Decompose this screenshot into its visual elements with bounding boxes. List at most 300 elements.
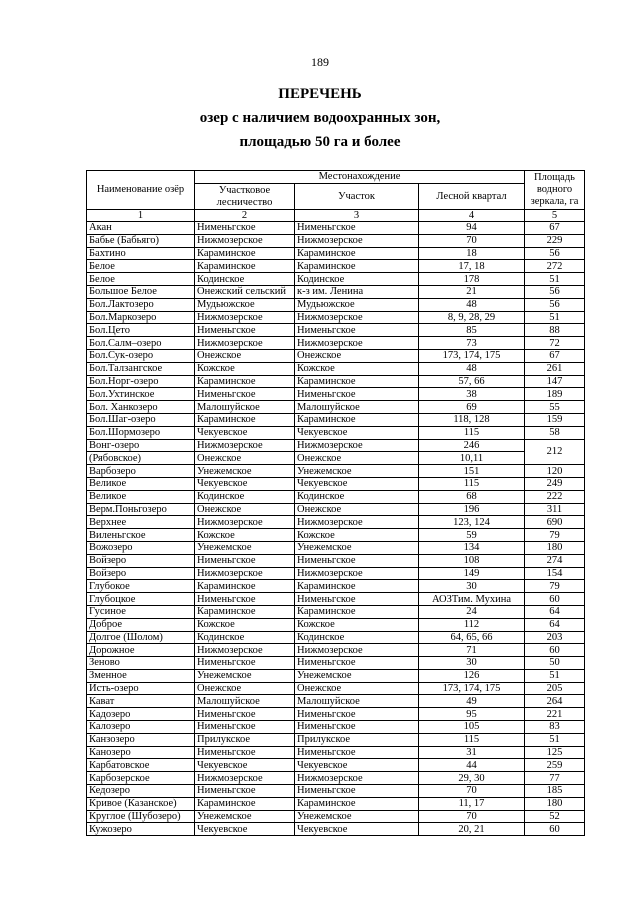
site-cell: Нижмозерское (295, 772, 419, 785)
area-cell: 51 (525, 669, 585, 682)
forestry-cell: Кодинское (195, 631, 295, 644)
lake-name-cell: Кедозеро (87, 785, 195, 798)
site-cell: Чекуевское (295, 759, 419, 772)
area-cell: 311 (525, 503, 585, 516)
lake-name-cell: Большое Белое (87, 285, 195, 298)
forestry-cell: Нименьгское (195, 554, 295, 567)
table-row (87, 785, 585, 798)
site-cell: Онежское (295, 349, 419, 362)
site-cell: Нименьгское (295, 708, 419, 721)
lake-name-cell: Белое (87, 260, 195, 273)
area-cell: 229 (525, 234, 585, 247)
forestry-cell: Чекуевское (195, 477, 295, 490)
site-cell: Караминское (295, 580, 419, 593)
site-cell: Прилукское (295, 733, 419, 746)
site-cell: Онежское (295, 452, 419, 465)
quarter-cell: 18 (419, 247, 525, 260)
site-cell: Мудьюжское (295, 298, 419, 311)
forestry-cell: Нименьгское (195, 721, 295, 734)
area-cell: 272 (525, 260, 585, 273)
lakes-table (86, 170, 585, 836)
area-cell: 264 (525, 695, 585, 708)
lake-name-cell: Дорожное (87, 644, 195, 657)
quarter-cell: 115 (419, 426, 525, 439)
area-cell: 690 (525, 516, 585, 529)
lake-name-cell: Глубокое (87, 580, 195, 593)
quarter-cell: 196 (419, 503, 525, 516)
table-row (87, 759, 585, 772)
quarter-cell: 85 (419, 324, 525, 337)
lake-name-cell: Зеново (87, 657, 195, 670)
table-row (87, 337, 585, 350)
quarter-cell: 69 (419, 401, 525, 414)
lake-name-cell: Бол.Сук-озеро (87, 349, 195, 362)
column-number: 3 (295, 210, 419, 222)
area-cell: 64 (525, 605, 585, 618)
site-cell: Кодинское (295, 631, 419, 644)
table-body-part1 (87, 222, 585, 440)
area-cell: 261 (525, 362, 585, 375)
site-cell: Нименьгское (295, 593, 419, 606)
quarter-cell: 115 (419, 477, 525, 490)
document-subtitle-line2: площадью 50 га и более (239, 134, 401, 150)
lake-name-cell: Калозеро (87, 721, 195, 734)
site-cell: Нименьгское (295, 746, 419, 759)
table-row (87, 375, 585, 388)
quarter-cell: 94 (419, 222, 525, 235)
table-row (87, 618, 585, 631)
area-cell: 120 (525, 465, 585, 478)
forestry-cell: Нижмозерское (195, 644, 295, 657)
lake-name-cell: Вожозеро (87, 541, 195, 554)
forestry-cell: Нижмозерское (195, 772, 295, 785)
quarter-cell: 134 (419, 541, 525, 554)
lake-name-cell: Карбатовское (87, 759, 195, 772)
area-cell: 222 (525, 490, 585, 503)
table-body-part2 (87, 465, 585, 836)
site-cell: Нижмозерское (295, 337, 419, 350)
quarter-cell: 70 (419, 785, 525, 798)
page-number: 189 (311, 55, 329, 69)
table-row (87, 567, 585, 580)
forestry-cell: Прилукское (195, 733, 295, 746)
quarter-cell: 57, 66 (419, 375, 525, 388)
forestry-cell: Кожское (195, 529, 295, 542)
forestry-cell: Онежское (195, 503, 295, 516)
lake-name-cell: Верхнее (87, 516, 195, 529)
area-cell: 125 (525, 746, 585, 759)
site-cell: Кожское (295, 362, 419, 375)
table-row (87, 823, 585, 836)
area-cell: 60 (525, 644, 585, 657)
header-area: Площадь водного зеркала, га (525, 171, 585, 210)
quarter-cell: 115 (419, 733, 525, 746)
area-cell: 274 (525, 554, 585, 567)
table-row (87, 554, 585, 567)
site-cell: Кожское (295, 618, 419, 631)
forestry-cell: Нименьгское (195, 593, 295, 606)
lake-name-cell: Зменное (87, 669, 195, 682)
area-cell: 56 (525, 285, 585, 298)
table-row (87, 285, 585, 298)
site-cell: Унежемское (295, 669, 419, 682)
quarter-cell: 112 (419, 618, 525, 631)
area-cell: 67 (525, 349, 585, 362)
lake-name-cell: (Рябовское) (87, 452, 195, 465)
lake-name-cell: Варбозеро (87, 465, 195, 478)
site-cell: Кодинское (295, 490, 419, 503)
area-cell: 51 (525, 733, 585, 746)
area-cell: 51 (525, 273, 585, 286)
table-row (87, 477, 585, 490)
table-row (87, 324, 585, 337)
area-cell: 249 (525, 477, 585, 490)
site-cell: Караминское (295, 247, 419, 260)
table-row (87, 273, 585, 286)
forestry-cell: Малошуйское (195, 401, 295, 414)
area-cell: 72 (525, 337, 585, 350)
quarter-cell: 126 (419, 669, 525, 682)
forestry-cell: Караминское (195, 375, 295, 388)
site-cell: Нименьгское (295, 721, 419, 734)
forestry-cell: Нижмозерское (195, 311, 295, 324)
site-cell: Нименьгское (295, 388, 419, 401)
site-cell: Нименьгское (295, 222, 419, 235)
forestry-cell: Малошуйское (195, 695, 295, 708)
forestry-cell: Караминское (195, 797, 295, 810)
quarter-cell: 149 (419, 567, 525, 580)
area-cell: 205 (525, 682, 585, 695)
lake-name-cell: Гусиное (87, 605, 195, 618)
table-row (87, 452, 585, 465)
header-site: Участок (295, 184, 419, 210)
quarter-cell: 44 (419, 759, 525, 772)
quarter-cell: АОЗТим. Мухина (419, 593, 525, 606)
quarter-cell: 246 (419, 439, 525, 452)
forestry-cell: Нименьгское (195, 785, 295, 798)
site-cell: Кожское (295, 529, 419, 542)
lake-name-cell: Глубоцкое (87, 593, 195, 606)
forestry-cell: Кожское (195, 362, 295, 375)
lake-name-cell: Войзеро (87, 567, 195, 580)
lake-name-cell: Бол.Норг-озеро (87, 375, 195, 388)
table-row (87, 247, 585, 260)
column-number: 4 (419, 210, 525, 222)
quarter-cell: 173, 174, 175 (419, 349, 525, 362)
lake-name-cell: Доброе (87, 618, 195, 631)
table-row (87, 644, 585, 657)
lake-name-cell: Бол.Лактозеро (87, 298, 195, 311)
quarter-cell: 68 (419, 490, 525, 503)
table-row (87, 260, 585, 273)
forestry-cell: Кожское (195, 618, 295, 631)
forestry-cell: Унежемское (195, 541, 295, 554)
table-row (87, 669, 585, 682)
quarter-cell: 21 (419, 285, 525, 298)
site-cell: Караминское (295, 605, 419, 618)
table-row (87, 593, 585, 606)
area-cell: 79 (525, 529, 585, 542)
quarter-cell: 10,11 (419, 452, 525, 465)
quarter-cell: 73 (419, 337, 525, 350)
quarter-cell: 95 (419, 708, 525, 721)
header-location: Местонахождение (195, 171, 525, 184)
table-row (87, 426, 585, 439)
lake-name-cell: Бол.Шаг-озеро (87, 413, 195, 426)
table-row (87, 746, 585, 759)
header-quarter: Лесной квартал (419, 184, 525, 210)
forestry-cell: Нименьгское (195, 388, 295, 401)
area-cell: 259 (525, 759, 585, 772)
quarter-cell: 38 (419, 388, 525, 401)
table-row (87, 631, 585, 644)
forestry-cell: Караминское (195, 605, 295, 618)
quarter-cell: 49 (419, 695, 525, 708)
table-row (87, 490, 585, 503)
lake-name-cell: Кават (87, 695, 195, 708)
table-row (87, 362, 585, 375)
column-number: 2 (195, 210, 295, 222)
forestry-cell: Нименьгское (195, 708, 295, 721)
site-cell: Караминское (295, 260, 419, 273)
site-cell: Чекуевское (295, 426, 419, 439)
lake-name-cell: Бол.Салм–озеро (87, 337, 195, 350)
forestry-cell: Онежское (195, 349, 295, 362)
area-cell: 67 (525, 222, 585, 235)
quarter-cell: 151 (419, 465, 525, 478)
site-cell: Нименьгское (295, 554, 419, 567)
site-cell: Нижмозерское (295, 439, 419, 452)
quarter-cell: 11, 17 (419, 797, 525, 810)
site-cell: Нижмозерское (295, 234, 419, 247)
area-cell: 185 (525, 785, 585, 798)
site-cell: к-з им. Ленина (295, 285, 419, 298)
site-cell: Караминское (295, 375, 419, 388)
table-row (87, 695, 585, 708)
area-cell: 212 (525, 439, 585, 465)
lake-name-cell: Бол.Цето (87, 324, 195, 337)
table-row (87, 388, 585, 401)
lake-name-cell: Кадозеро (87, 708, 195, 721)
area-cell: 189 (525, 388, 585, 401)
lake-name-cell: Карбозерское (87, 772, 195, 785)
table-row (87, 503, 585, 516)
quarter-cell: 20, 21 (419, 823, 525, 836)
lake-name-cell: Бол.Маркозеро (87, 311, 195, 324)
site-cell: Чекуевское (295, 477, 419, 490)
forestry-cell: Нименьгское (195, 746, 295, 759)
quarter-cell: 48 (419, 362, 525, 375)
column-number: 5 (525, 210, 585, 222)
table-row (87, 708, 585, 721)
lake-name-cell: Канзозеро (87, 733, 195, 746)
forestry-cell: Караминское (195, 580, 295, 593)
area-cell: 159 (525, 413, 585, 426)
area-cell: 50 (525, 657, 585, 670)
lake-name-cell: Верм.Поньгозеро (87, 503, 195, 516)
area-cell: 203 (525, 631, 585, 644)
area-cell: 60 (525, 593, 585, 606)
forestry-cell: Караминское (195, 260, 295, 273)
site-cell: Караминское (295, 797, 419, 810)
table-row (87, 413, 585, 426)
quarter-cell: 59 (419, 529, 525, 542)
table-row (87, 401, 585, 414)
table-row (87, 222, 585, 235)
document-title: ПЕРЕЧЕНЬ (278, 86, 362, 102)
site-cell: Караминское (295, 413, 419, 426)
forestry-cell: Унежемское (195, 810, 295, 823)
table-row (87, 234, 585, 247)
quarter-cell: 30 (419, 657, 525, 670)
lake-name-cell: Вонг-озеро (87, 439, 195, 452)
table-row (87, 465, 585, 478)
lake-name-cell: Бол.Шормозеро (87, 426, 195, 439)
header-lake-name: Наименование озёр (87, 171, 195, 210)
forestry-cell: Караминское (195, 413, 295, 426)
lake-name-cell: Кривое (Казанское) (87, 797, 195, 810)
forestry-cell: Караминское (195, 247, 295, 260)
forestry-cell: Нижмозерское (195, 234, 295, 247)
site-cell: Малошуйское (295, 401, 419, 414)
site-cell: Нименьгское (295, 785, 419, 798)
forestry-cell: Нименьгское (195, 657, 295, 670)
area-cell: 88 (525, 324, 585, 337)
lake-name-cell: Бахтино (87, 247, 195, 260)
table-row (87, 657, 585, 670)
forestry-cell: Онежское (195, 452, 295, 465)
lake-name-cell: Долгое (Шолом) (87, 631, 195, 644)
table-row (87, 541, 585, 554)
area-cell: 58 (525, 426, 585, 439)
area-cell: 180 (525, 797, 585, 810)
table-row (87, 772, 585, 785)
site-cell: Онежское (295, 682, 419, 695)
forestry-cell: Мудьюжское (195, 298, 295, 311)
forestry-cell: Онежский сельский (195, 285, 295, 298)
area-cell: 147 (525, 375, 585, 388)
table-row (87, 733, 585, 746)
quarter-cell: 17, 18 (419, 260, 525, 273)
quarter-cell: 173, 174, 175 (419, 682, 525, 695)
forestry-cell: Нижмозерское (195, 516, 295, 529)
area-cell: 154 (525, 567, 585, 580)
lake-name-cell: Белое (87, 273, 195, 286)
table-row (87, 605, 585, 618)
quarter-cell: 105 (419, 721, 525, 734)
forestry-cell: Нименьгское (195, 324, 295, 337)
table-row (87, 311, 585, 324)
quarter-cell: 31 (419, 746, 525, 759)
area-cell: 51 (525, 311, 585, 324)
table-row (87, 721, 585, 734)
quarter-cell: 108 (419, 554, 525, 567)
table-row (87, 298, 585, 311)
forestry-cell: Чекуевское (195, 759, 295, 772)
lake-name-cell: Круглое (Шубозеро) (87, 810, 195, 823)
lake-name-cell: Бол.Талзангское (87, 362, 195, 375)
table-row (87, 580, 585, 593)
document-subtitle-line1: озер с наличием водоохранных зон, (199, 110, 441, 126)
site-cell: Онежское (295, 503, 419, 516)
site-cell: Унежемское (295, 541, 419, 554)
forestry-cell: Унежемское (195, 465, 295, 478)
forestry-cell: Чекуевское (195, 426, 295, 439)
quarter-cell: 64, 65, 66 (419, 631, 525, 644)
area-cell: 56 (525, 298, 585, 311)
forestry-cell: Кодинское (195, 490, 295, 503)
lake-name-cell: Бол. Ханкозеро (87, 401, 195, 414)
table-row (87, 810, 585, 823)
lake-name-cell: Акан (87, 222, 195, 235)
forestry-cell: Нижмозерское (195, 567, 295, 580)
lake-name-cell: Бабье (Бабьяго) (87, 234, 195, 247)
lake-name-cell: Виленьгское (87, 529, 195, 542)
column-numbers-row (87, 210, 585, 222)
quarter-cell: 30 (419, 580, 525, 593)
quarter-cell: 8, 9, 28, 29 (419, 311, 525, 324)
area-cell: 83 (525, 721, 585, 734)
quarter-cell: 48 (419, 298, 525, 311)
area-cell: 56 (525, 247, 585, 260)
forestry-cell: Нименьгское (195, 222, 295, 235)
table-row (87, 349, 585, 362)
header-forestry: Участковое лесничество (195, 184, 295, 210)
table-row (87, 797, 585, 810)
lake-name-cell: Великое (87, 477, 195, 490)
forestry-cell: Онежское (195, 682, 295, 695)
quarter-cell: 71 (419, 644, 525, 657)
lake-name-cell: Исть-озеро (87, 682, 195, 695)
table-row (87, 516, 585, 529)
table-row (87, 439, 585, 452)
forestry-cell: Чекуевское (195, 823, 295, 836)
site-cell: Нименьгское (295, 657, 419, 670)
forestry-cell: Нижмозерское (195, 337, 295, 350)
area-cell: 221 (525, 708, 585, 721)
area-cell: 64 (525, 618, 585, 631)
quarter-cell: 178 (419, 273, 525, 286)
lake-name-cell: Бол.Ухтинское (87, 388, 195, 401)
site-cell: Нижмозерское (295, 644, 419, 657)
site-cell: Унежемское (295, 465, 419, 478)
lake-name-cell: Великое (87, 490, 195, 503)
area-cell: 79 (525, 580, 585, 593)
site-cell: Чекуевское (295, 823, 419, 836)
site-cell: Нименьгское (295, 324, 419, 337)
table-body-vong (87, 439, 585, 465)
quarter-cell: 118, 128 (419, 413, 525, 426)
quarter-cell: 70 (419, 234, 525, 247)
site-cell: Нижмозерское (295, 516, 419, 529)
quarter-cell: 70 (419, 810, 525, 823)
lake-name-cell: Канозеро (87, 746, 195, 759)
site-cell: Кодинское (295, 273, 419, 286)
lake-name-cell: Кужозеро (87, 823, 195, 836)
forestry-cell: Нижмозерское (195, 439, 295, 452)
column-number: 1 (87, 210, 195, 222)
area-cell: 60 (525, 823, 585, 836)
area-cell: 52 (525, 810, 585, 823)
quarter-cell: 123, 124 (419, 516, 525, 529)
area-cell: 77 (525, 772, 585, 785)
lake-name-cell: Войзеро (87, 554, 195, 567)
site-cell: Нижмозерское (295, 311, 419, 324)
quarter-cell: 29, 30 (419, 772, 525, 785)
forestry-cell: Кодинское (195, 273, 295, 286)
forestry-cell: Унежемское (195, 669, 295, 682)
site-cell: Нижмозерское (295, 567, 419, 580)
